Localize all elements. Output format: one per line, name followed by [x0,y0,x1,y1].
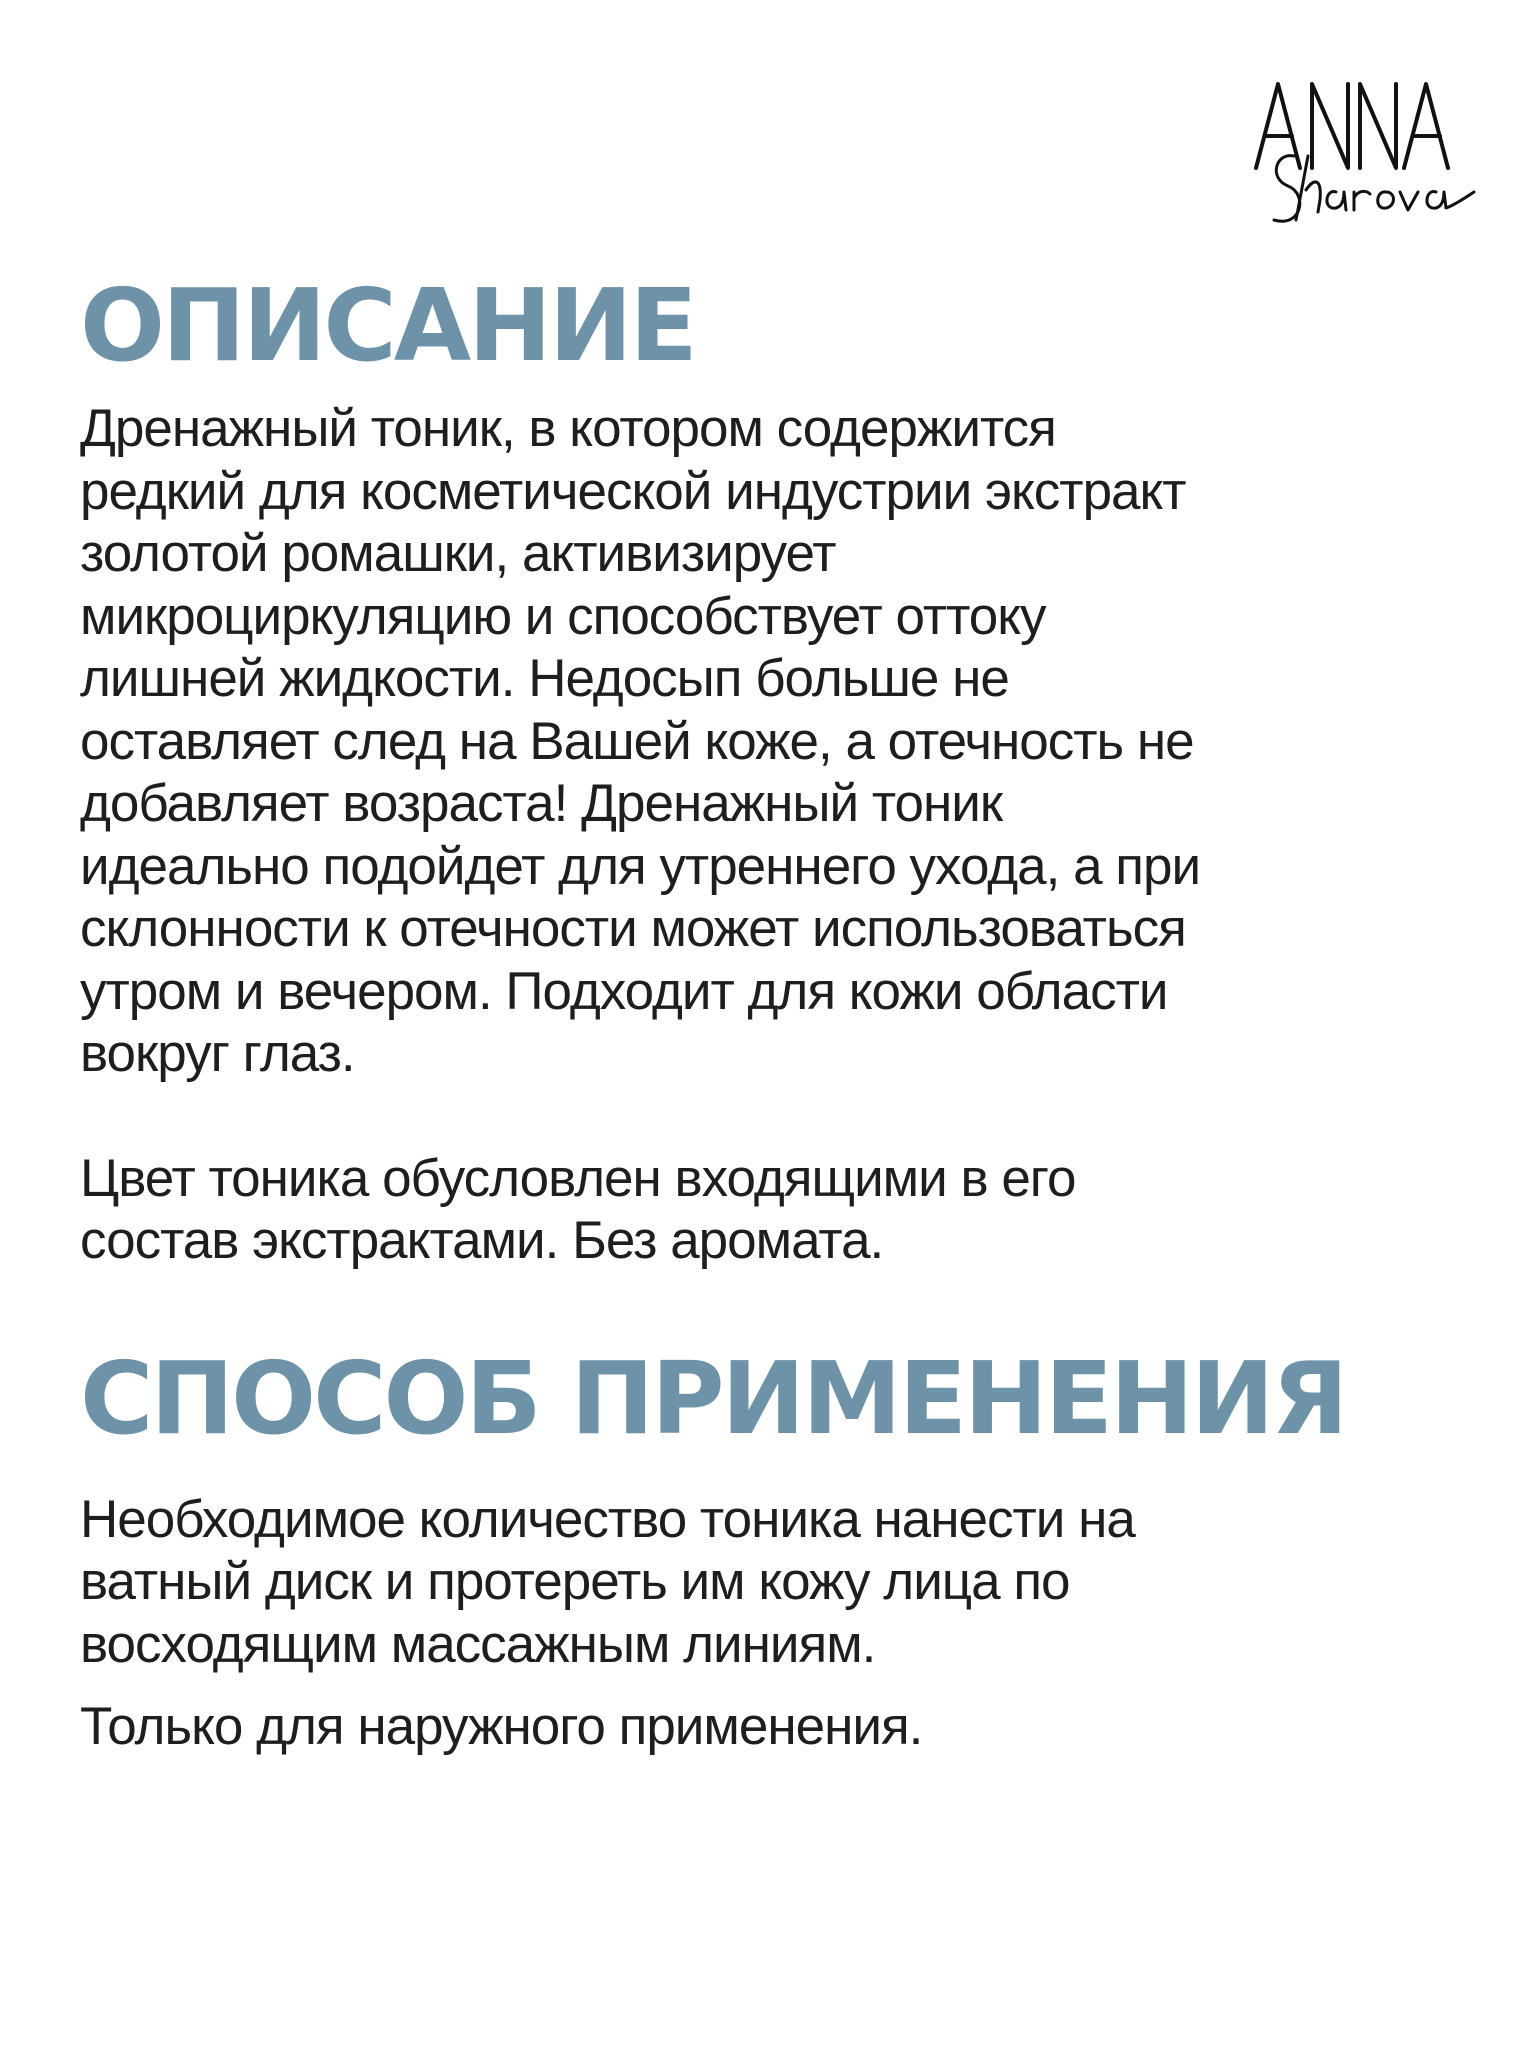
description-color-note: Цвет тоника обусловлен входящими в его состав экстрактами. Без аромата. [80,1148,1076,1270]
brand-logo [1236,60,1496,250]
description-paragraph: Дренажный тоник, в котором содержится редкий для косметической индустрии экстракт золотой ромашки, активизирует микроциркуляцию и способствует оттоку лишней жидкости. Недосып больше не оставляет след на Вашей коже, а отечность не добавляет возраста! Дренажный тоник идеально подойдет для утреннего ухода, а при склонности к отечности может использоваться утром и вечером. Подходит для кожи области вокруг глаз. [80,399,1201,1083]
content-area [80,267,1480,1759]
usage-heading: СПОСОБ ПРИМЕНЕНИЯ [80,1339,1346,1457]
usage-external-only: Только для наружного применения. [80,1697,923,1756]
usage-instructions: Необходимое количество тоника нанести на ватный диск и протереть им кожу лица по восходящим массажным линиям. [80,1489,1135,1674]
description-heading: ОПИСАНИЕ [80,267,695,384]
